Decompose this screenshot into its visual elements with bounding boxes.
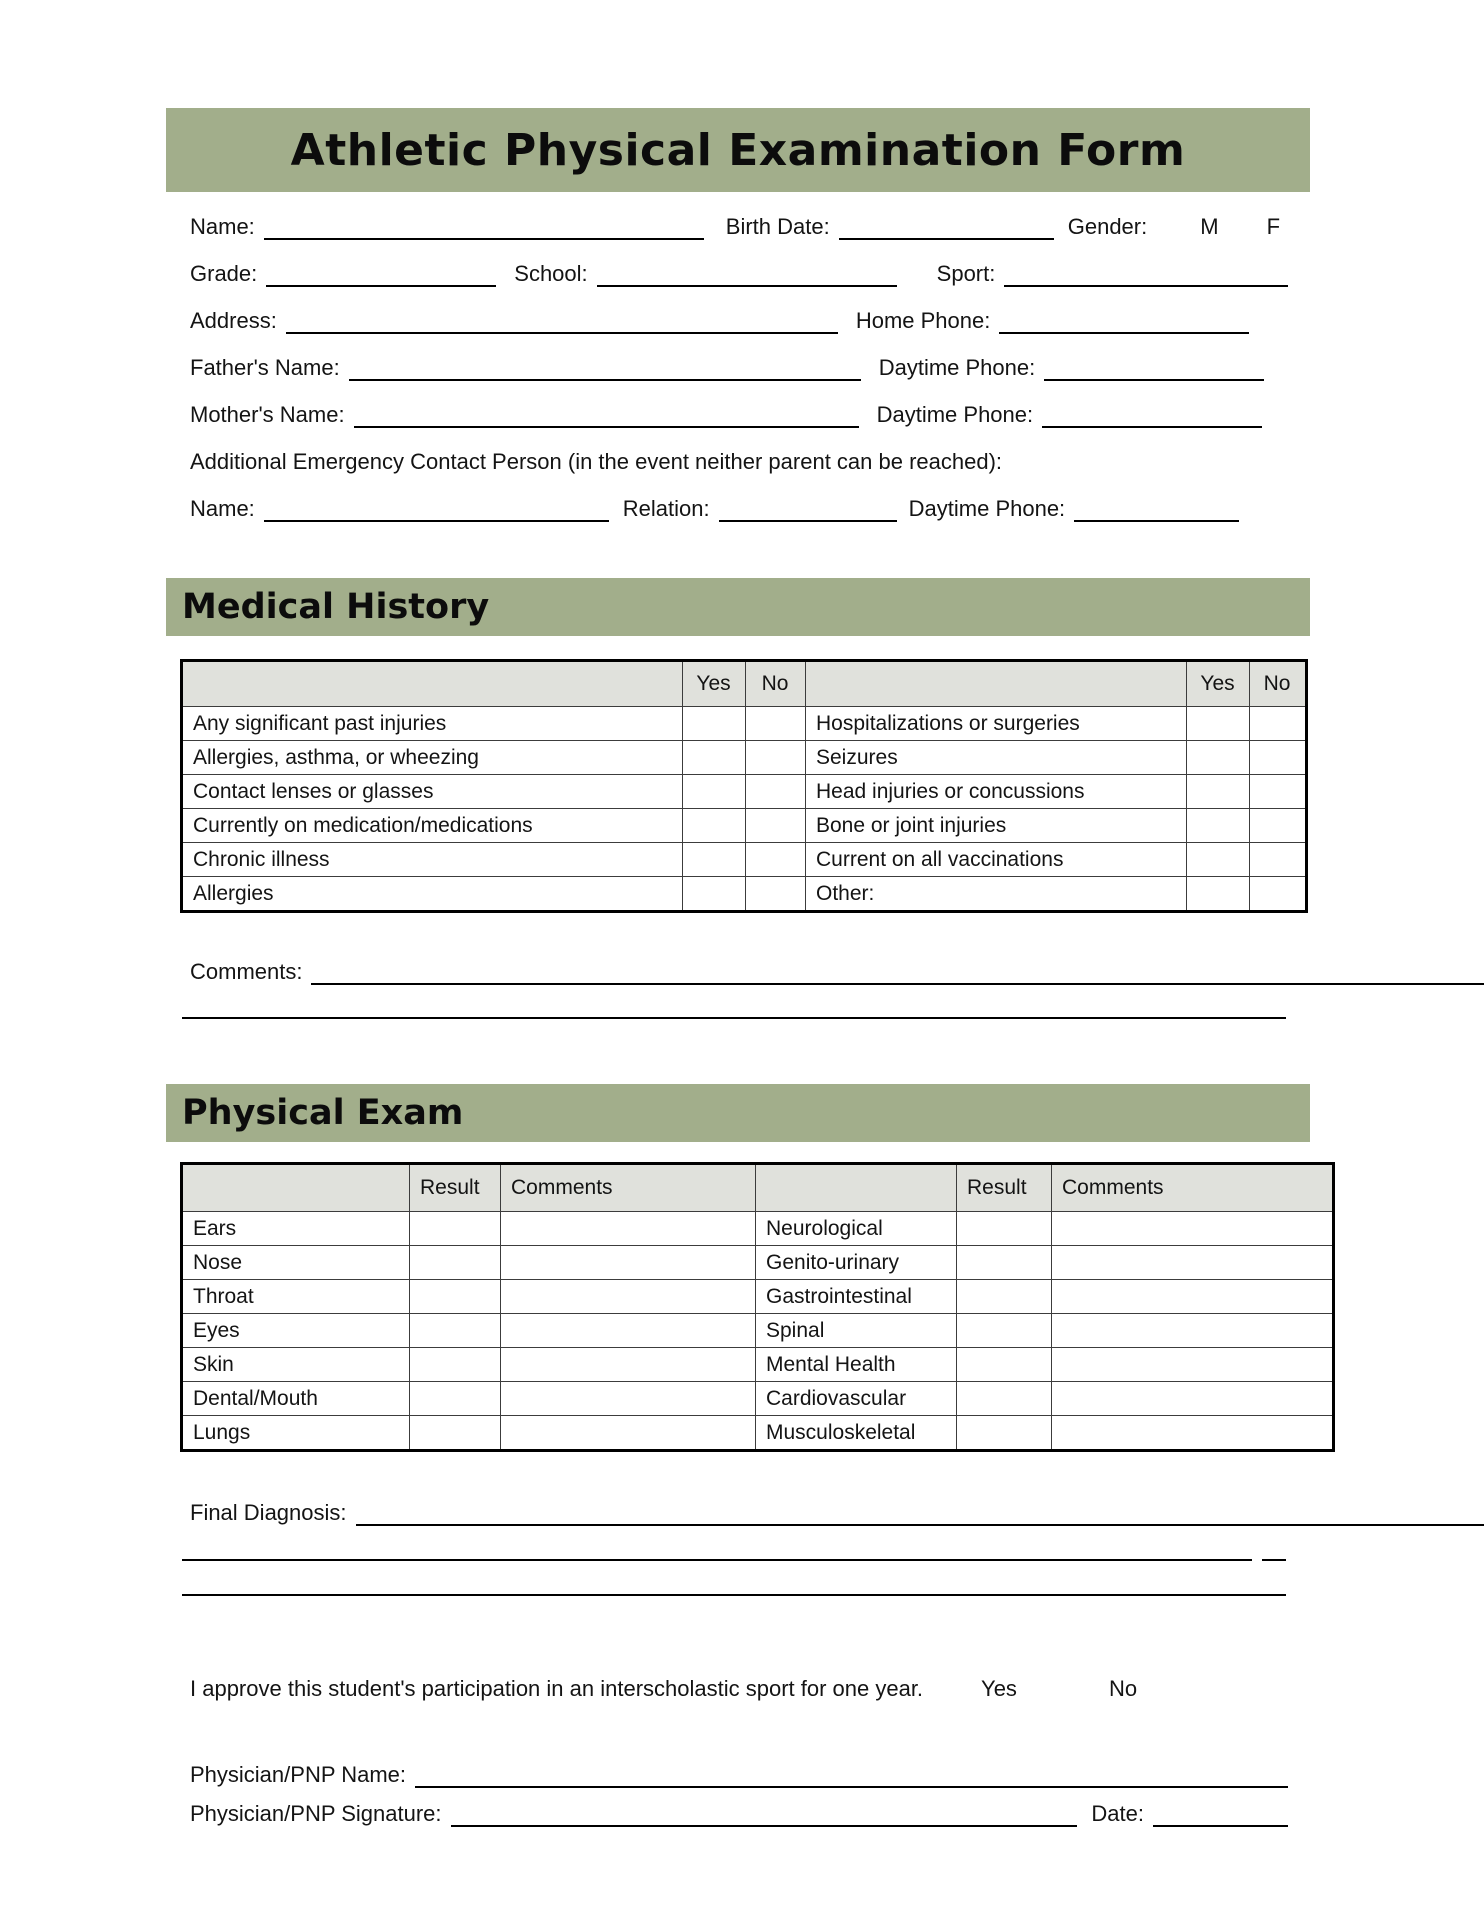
table-row: [182, 1348, 1334, 1382]
title-banner: [166, 108, 1310, 192]
comments-cell: [1052, 1246, 1334, 1280]
yes-answer-cell: [683, 707, 746, 741]
exam-area-label: Eyes: [182, 1314, 410, 1348]
yes-answer-cell: [1187, 877, 1250, 912]
comments-cell: [1052, 1416, 1334, 1451]
emergency-name-label: Name:: [190, 496, 255, 521]
exam-area-label: Mental Health: [756, 1348, 957, 1382]
comments-field-line: [311, 963, 1484, 985]
comments-cell: [1052, 1348, 1334, 1382]
no-answer-cell: [746, 707, 806, 741]
exam-area-label: Skin: [182, 1348, 410, 1382]
approval-no-option: No: [1108, 1676, 1138, 1701]
emergency-relation-field-line: [719, 500, 897, 522]
gender-female-option: F: [1266, 214, 1281, 239]
result-cell: [410, 1314, 501, 1348]
mother-name-phone-row: [190, 402, 1288, 428]
comments-row: [190, 959, 1484, 985]
birth-date-label: Birth Date:: [725, 214, 830, 239]
result-cell: [410, 1348, 501, 1382]
yes-answer-cell: [683, 775, 746, 809]
name-birthdate-gender-row: [190, 214, 1288, 240]
name-label: Name:: [190, 214, 255, 239]
final-diagnosis-field-line-2: [182, 1539, 1286, 1561]
gender-label: Gender:: [1067, 214, 1148, 239]
line-segment: [182, 1539, 1252, 1561]
condition-label: Currently on medication/medications: [182, 809, 683, 843]
result-cell: [410, 1382, 501, 1416]
comments-cell: [501, 1212, 756, 1246]
condition-label: Chronic illness: [182, 843, 683, 877]
comments-cell: [501, 1416, 756, 1451]
result-cell: [410, 1212, 501, 1246]
comments-field-line-2: [182, 997, 1286, 1019]
condition-label: Allergies: [182, 877, 683, 912]
physician-signature-label: Physician/PNP Signature:: [190, 1801, 442, 1826]
school-label: School:: [514, 261, 588, 286]
no-answer-cell: [746, 775, 806, 809]
exam-area-label: Throat: [182, 1280, 410, 1314]
medical-history-section-title: Medical History: [182, 587, 490, 627]
yes-column-header: Yes: [683, 661, 746, 707]
home-phone-label: Home Phone:: [855, 308, 991, 333]
father-daytime-phone-field-line: [1044, 359, 1264, 381]
grade-school-sport-row: [190, 261, 1288, 287]
name-field-line: [264, 218, 704, 240]
physician-signature-row: [190, 1801, 1288, 1827]
comments-cell: [501, 1314, 756, 1348]
medical-history-banner: [166, 578, 1310, 636]
home-phone-field-line: [999, 312, 1249, 334]
result-cell: [410, 1246, 501, 1280]
exam-area-label: Nose: [182, 1246, 410, 1280]
comments-cell: [1052, 1212, 1334, 1246]
line-segment: [1262, 1539, 1286, 1561]
exam-area-label: Genito-urinary: [756, 1246, 957, 1280]
table-row: [182, 1280, 1334, 1314]
yes-answer-cell: [683, 843, 746, 877]
date-label: Date:: [1091, 1801, 1144, 1826]
comments-cell: [1052, 1314, 1334, 1348]
result-cell: [957, 1280, 1052, 1314]
comments-cell: [501, 1348, 756, 1382]
father-name-phone-row: [190, 355, 1288, 381]
table-row: [182, 1416, 1334, 1451]
grade-label: Grade:: [190, 261, 258, 286]
blank-header-cell: [182, 1164, 410, 1212]
emergency-daytime-phone-label: Daytime Phone:: [908, 496, 1066, 521]
no-answer-cell: [1250, 775, 1307, 809]
physical-exam-section-title: Physical Exam: [182, 1093, 464, 1133]
no-column-header: No: [746, 661, 806, 707]
no-answer-cell: [746, 809, 806, 843]
medical-history-table: [180, 659, 1308, 913]
comments-cell: [501, 1382, 756, 1416]
sport-label: Sport:: [936, 261, 996, 286]
no-answer-cell: [1250, 877, 1307, 912]
address-homephone-row: [190, 308, 1288, 334]
condition-label: Head injuries or concussions: [806, 775, 1187, 809]
blank-header-cell: [182, 661, 683, 707]
yes-answer-cell: [1187, 741, 1250, 775]
yes-answer-cell: [683, 741, 746, 775]
exam-area-label: Gastrointestinal: [756, 1280, 957, 1314]
condition-label: Allergies, asthma, or wheezing: [182, 741, 683, 775]
result-cell: [957, 1416, 1052, 1451]
exam-area-label: Cardiovascular: [756, 1382, 957, 1416]
exam-area-label: Dental/Mouth: [182, 1382, 410, 1416]
physical-exam-banner: [166, 1084, 1310, 1142]
emergency-daytime-phone-field-line: [1074, 500, 1239, 522]
yes-answer-cell: [1187, 707, 1250, 741]
result-cell: [957, 1348, 1052, 1382]
table-row: [182, 843, 1307, 877]
table-row: [182, 775, 1307, 809]
no-answer-cell: [1250, 741, 1307, 775]
address-field-line: [286, 312, 838, 334]
condition-label: Current on all vaccinations: [806, 843, 1187, 877]
no-answer-cell: [746, 843, 806, 877]
yes-answer-cell: [683, 809, 746, 843]
table-row: [182, 1382, 1334, 1416]
mother-daytime-phone-field-line: [1042, 406, 1262, 428]
no-column-header: No: [1250, 661, 1307, 707]
physician-name-field-line: [415, 1766, 1288, 1788]
comments-label: Comments:: [190, 959, 303, 984]
final-diagnosis-field-line-3: [182, 1574, 1286, 1596]
comments-cell: [1052, 1382, 1334, 1416]
comments-cell: [501, 1280, 756, 1314]
approval-statement: I approve this student's participation in an interscholastic sport for one year.: [190, 1676, 924, 1701]
father-name-label: Father's Name:: [190, 355, 340, 380]
exam-area-label: Ears: [182, 1212, 410, 1246]
condition-label: Other:: [806, 877, 1187, 912]
gender-male-option: M: [1200, 214, 1219, 239]
exam-area-label: Lungs: [182, 1416, 410, 1451]
birth-date-field-line: [839, 218, 1054, 240]
exam-area-label: Spinal: [756, 1314, 957, 1348]
condition-label: Contact lenses or glasses: [182, 775, 683, 809]
comments-column-header: Comments: [501, 1164, 756, 1212]
grade-field-line: [266, 265, 496, 287]
table-row: [182, 741, 1307, 775]
blank-header-cell: [806, 661, 1187, 707]
condition-label: Seizures: [806, 741, 1187, 775]
table-row: [182, 877, 1307, 912]
mother-name-label: Mother's Name:: [190, 402, 345, 427]
yes-answer-cell: [1187, 809, 1250, 843]
table-row: [182, 1314, 1334, 1348]
result-cell: [410, 1280, 501, 1314]
condition-label: Any significant past injuries: [182, 707, 683, 741]
result-column-header: Result: [410, 1164, 501, 1212]
result-cell: [957, 1246, 1052, 1280]
result-cell: [957, 1382, 1052, 1416]
table-row: [182, 1212, 1334, 1246]
address-label: Address:: [190, 308, 277, 333]
yes-answer-cell: [1187, 775, 1250, 809]
physician-signature-field-line: [451, 1805, 1078, 1827]
yes-answer-cell: [1187, 843, 1250, 877]
result-cell: [957, 1212, 1052, 1246]
date-field-line: [1153, 1805, 1288, 1827]
comments-cell: [1052, 1280, 1334, 1314]
no-answer-cell: [1250, 843, 1307, 877]
school-field-line: [597, 265, 897, 287]
no-answer-cell: [746, 877, 806, 912]
condition-label: Hospitalizations or surgeries: [806, 707, 1187, 741]
comments-column-header: Comments: [1052, 1164, 1334, 1212]
physical-exam-header-row: [182, 1164, 1334, 1212]
table-row: [182, 809, 1307, 843]
approval-row: [190, 1676, 1484, 1702]
blank-header-cell: [756, 1164, 957, 1212]
result-cell: [957, 1314, 1052, 1348]
emergency-relation-label: Relation:: [622, 496, 710, 521]
comments-cell: [501, 1246, 756, 1280]
exam-area-label: Musculoskeletal: [756, 1416, 957, 1451]
result-column-header: Result: [957, 1164, 1052, 1212]
physician-name-row: [190, 1762, 1288, 1788]
mother-daytime-phone-label: Daytime Phone:: [876, 402, 1034, 427]
sport-field-line: [1004, 265, 1288, 287]
no-answer-cell: [1250, 809, 1307, 843]
condition-label: Bone or joint injuries: [806, 809, 1187, 843]
father-daytime-phone-label: Daytime Phone:: [878, 355, 1036, 380]
result-cell: [410, 1416, 501, 1451]
medical-history-header-row: [182, 661, 1307, 707]
table-row: [182, 707, 1307, 741]
emergency-contact-note: Additional Emergency Contact Person (in the event neither parent can be reached):: [190, 449, 1003, 474]
emergency-name-field-line: [264, 500, 609, 522]
approval-yes-option: Yes: [981, 1676, 1017, 1701]
yes-answer-cell: [683, 877, 746, 912]
emergency-name-relation-phone-row: [190, 496, 1288, 522]
final-diagnosis-label: Final Diagnosis:: [190, 1500, 347, 1525]
yes-column-header: Yes: [1187, 661, 1250, 707]
final-diagnosis-field-line: [356, 1504, 1484, 1526]
no-answer-cell: [746, 741, 806, 775]
no-answer-cell: [1250, 707, 1307, 741]
exam-area-label: Neurological: [756, 1212, 957, 1246]
mother-name-field-line: [354, 406, 859, 428]
student-info-section: [190, 214, 1288, 522]
table-row: [182, 1246, 1334, 1280]
physical-exam-table: [180, 1162, 1335, 1452]
final-diagnosis-row: [190, 1500, 1484, 1526]
father-name-field-line: [349, 359, 861, 381]
page-title: Athletic Physical Examination Form: [290, 124, 1186, 176]
physician-name-label: Physician/PNP Name:: [190, 1762, 407, 1787]
